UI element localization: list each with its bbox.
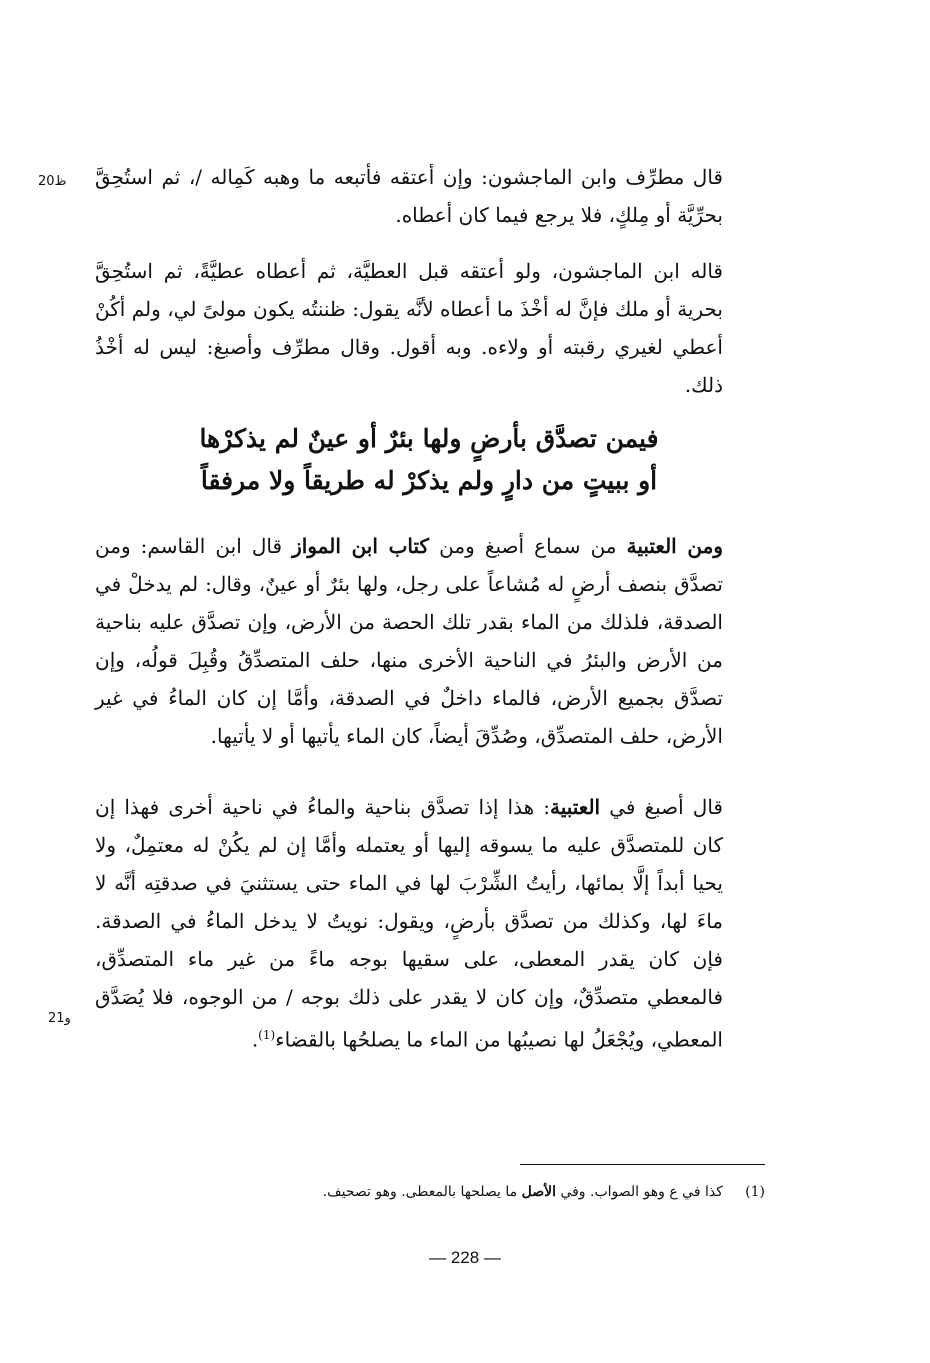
paragraph-3-text [95,527,763,755]
paragraph-4 [95,788,763,1059]
heading-line-1: فيمن تصدَّق بأرضٍ ولها بئرٌ أو عينٌ لم يذكرْها [199,424,659,453]
source-name-bold: ومن العتبية [626,534,724,558]
paragraph-3-part-b: قال ابن القاسم: ومن تصدَّق بنصف أرضٍ له مُشاعاً على رجل، ولها بئرٌ أو عينٌ، وقال: لم يدخلْ في الصدقة، فلذلك من الماء بقدر تلك الحصة من الأرض، وإن تصدَّق عليه بناحية من الأرض والبئرُ في الناحية الأخرى منها، حلف المتصدِّقُ وقُبِلَ قولُه، وإن تصدَّق بجميع الأرض، فالماء داخلٌ في الصدقة، وأمَّا إن كان الماءُ في غير الأرض، حلف المتصدِّق، وصُدِّقَ أيضاً، كان الماء يأتيها أو لا يأتيها. [95,534,723,748]
footnote-text-a: كذا في ع وهو الصواب. وفي [556,1184,723,1200]
source-name-bold-2: كتاب ابن المواز [292,534,430,558]
paragraph-4-lead: قال أصبغ في [600,795,723,819]
paragraph-2-text: قاله ابن الماجشون، ولو أعتقه قبل العطيَّة، ثم أعطاه عطيَّةً، ثم استُحِقَّ بحرية أو ملك فإنَّ له أخْذَ ما أعطاه لأنَّه يقول: ظننتُه يكون مولىً لي، ولم أكُنْ أعطي لغيري رقبته أو ولاءه. وبه أقول. وقال مطرِّف وأصبغ: ليس له أخْذُ ذلك. [95,259,723,397]
paragraph-1 [95,158,763,234]
paragraph-4-body: : هذا إذا تصدَّق بناحية والماءُ في ناحية أخرى فهذا إن كان للمتصدَّق عليه ما يسوقه إليها أو يعتمله وأمَّا إن لم يكُنْ له معتمِلٌ، ولا يحيا أبداً إلَّا بمائها، رأيتُ الشِّرْبَ لها في الماء حتى يستثنيَ في صدقتِه أنَّه لا ماءَ لها، وكذلك من تصدَّق بأرضٍ، ويقول: نويتُ لا يدخل الماءُ في الصدقة. فإن كان يقدر المعطى، على سقيها بوجه ماءً من غير ماء المتصدِّق، فالمعطي متصدِّقٌ، وإن كان لا يقدر على ذلك بوجه / من الوجوه، فلا يُصَدَّق المعطي، ويُجْعَلُ لها نصيبُها من الماء ما يصلحُها بالقضاء [95,795,723,1052]
section-heading [95,418,763,502]
heading-line-2: أو ببيتٍ من دارٍ ولم يذكرْ له طريقاً ولا مرفقاً [200,466,658,495]
source-name-bold-3: العتبية [549,795,601,819]
footnote-reference: (1) [258,1028,276,1042]
paragraph-2 [95,252,763,404]
margin-folio-note: ظ20 [38,174,67,189]
footnote-divider [520,1164,765,1165]
footnote-number: (1) [745,1184,765,1200]
footnote-text-b: ما يصلحها بالمعطى. وهو تصحيف. [322,1184,522,1200]
page-number: — 228 — [429,1248,501,1267]
footnote-bold: الأصل [521,1184,556,1200]
paragraph-3-part-a: من سماع أصبغ ومن [429,534,627,558]
paragraph-4-text: قال أصبغ في العتبية: هذا إذا تصدَّق بناحية والماءُ في ناحية أخرى فهذا إن كان للمتصدَّق عليه ما يسوقه إليها أو يعتمله وأمَّا إن لم يكُنْ له معتمِلٌ، ولا يحيا أبداً إلَّا بمائها، رأيتُ الشِّرْبَ لها في الماء حتى يستثنيَ في صدقتِه أنَّه لا ماءَ لها، وكذلك من تصدَّق بأرضٍ، ويقول: نويتُ لا يدخل الماءُ في الصدقة. فإن كان يقدر المعطى، على سقيها بوجه ماءً من غير ماء المتصدِّق، فالمعطي متصدِّقٌ، وإن كان لا يقدر على ذلك بوجه / من الوجوه، فلا يُصَدَّق المعطي، ويُجْعَلُ لها نصيبُها من الماء ما يصلحُها بالقضاء$^{(1)}$. [95,795,723,1052]
paragraph-1-text: قال مطرِّف وابن الماجشون: وإن أعتقه فأتبعه ما وهبه كَمِاله /، ثم استُحِقَّ بحرِّيَّة أو مِلكٍ، فلا يرجع فيما كان أعطاه. [95,165,723,227]
margin-folio-note-2: و21 [48,1011,71,1026]
paragraph-3 [95,527,763,755]
footnote [200,1180,765,1204]
